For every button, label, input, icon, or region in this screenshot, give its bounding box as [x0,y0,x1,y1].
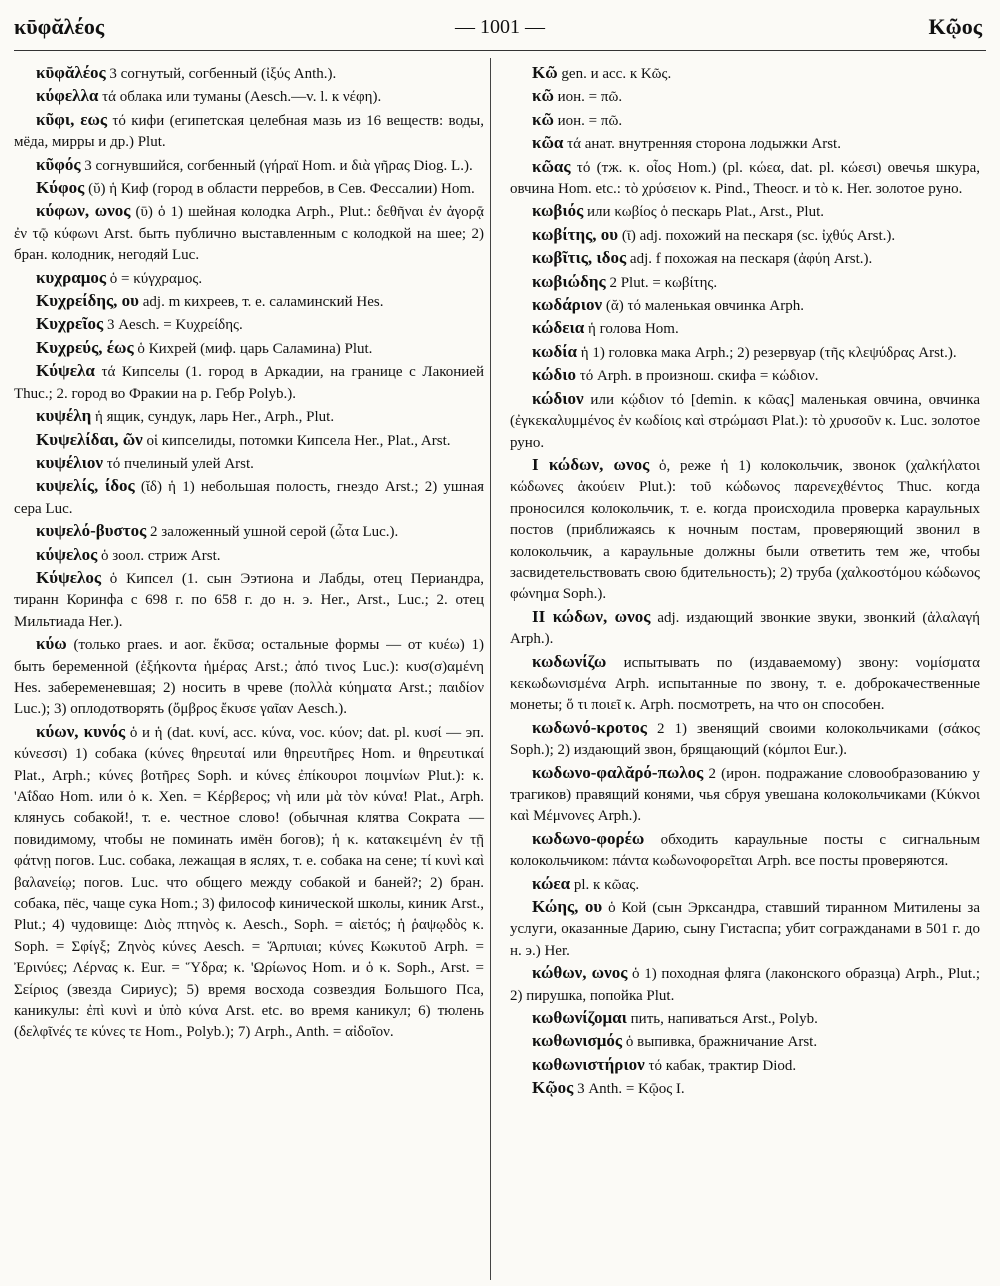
entry-definition: ὁ зоол. стриж Arst. [97,547,221,564]
dictionary-entry [14,62,484,85]
entry-definition: pl. к κῶας. [570,876,640,893]
entry-definition: или κῴδιον τό [demin. к κῶας] маленькая овчина, овчинка (ἐγκεκαλυμμένος ἐν κωδίοις καὶ στρώμασι Plat.): τὸ χρυσοῦν κ. Luc. золотое руно. [510,391,980,451]
dictionary-entry [510,651,980,717]
entry-definition: (ῑ) adj. похожий на пескаря (sc. ἰχθύς Arst.). [618,227,896,244]
entry-headword: κωδωνό-κροτος [532,717,647,737]
dictionary-entry [510,1007,980,1030]
dictionary-entry [510,271,980,294]
dictionary-entry [14,567,484,633]
entry-definition: (ᾰ) τό маленькая овчинка Arph. [602,298,804,315]
entry-headword: Κώης, ου [532,897,603,917]
dictionary-entry [510,132,980,155]
entry-headword: κῦφός [36,154,81,174]
entry-headword: κωθωνισμός [532,1031,623,1051]
entry-headword: κωδωνίζω [532,651,607,671]
dictionary-entry [14,109,484,154]
dictionary-entry [510,62,980,85]
entry-headword: κωθωνίζομαι [532,1008,627,1028]
entry-headword: Κυχρεῖος [36,314,104,334]
dictionary-entry [510,156,980,201]
entry-definition: пить, напиваться Arst., Polyb. [626,1011,818,1028]
entry-definition: или κωβίος ὁ пескарь Plat., Arst., Plut. [583,204,825,221]
header-first-word: κῡφᾰλέος [14,14,105,39]
dictionary-entry [510,109,980,132]
entry-headword: κυψέλιον [36,452,103,472]
dictionary-entry [14,544,484,567]
dictionary-entry [510,962,980,1007]
entry-definition: ὁ Кой (сын Эрксандра, ставший тиранном Митилены за услуги, оказанные Дарию, сыну Гистаспа; убит согражданами в 501 г. до н. э.) Her. [510,900,980,959]
entry-definition: (только praes. и aor. ἔκῡσα; остальные формы — от κυέω) 1) быть беременной (ἑξήκοντα ἡμέρας Arst.; ἀπό τινος Luc.): κυσ(σ)αμένη Hes. забеременевшая; 2) носить в чреве (πολλὰ κύηματα Arst.; παιδίον Luc.); 3) оплодотворять (ὄμβρος ἔκυσε γαῖαν Aesch.). [14,637,484,718]
entry-headword: I κώδων, ωνος [532,454,650,474]
entry-headword: κύψελος [36,544,98,564]
dictionary-entry [510,762,980,828]
entry-headword: κύφων, ωνος [36,201,131,221]
dictionary-entry [14,429,484,452]
entry-headword: II κώδων, ωνος [532,606,651,626]
entry-headword: κῶα [532,133,564,153]
entry-definition: 3 согнутый, согбенный (ἰξύς Anth.). [105,66,337,82]
entry-headword: κυψελίς, ίδος [36,476,135,496]
entry-definition: τό пчелиный улей Arst. [102,455,254,472]
page-number: — 1001 — [455,16,545,38]
dictionary-entry [14,313,484,336]
entry-definition: ион. = πῶ. [553,112,623,129]
entry-definition: τά анат. внутренняя сторона лодыжки Arst. [563,136,841,153]
entry-definition: (ῡ) ὁ 1) шейная колодка Arph., Plut.: δεθῆναι ἐν ἀγορᾷ ἐν τῷ κύφωνι Arst. быть публично выставленным с колодкой на шее; 2) бран. колодник, негодяй Luc. [14,204,484,264]
entry-headword: κυψελό-βυστος [36,521,147,541]
entry-headword: κῡφᾰλέος [36,63,106,82]
dictionary-entry [510,896,980,962]
dictionary-entry [510,606,980,651]
entry-headword: κύω [36,634,67,654]
dictionary-entry [14,200,484,266]
dictionary-entry [14,405,484,428]
dictionary-entry [510,828,980,873]
entry-definition: ὁ выпивка, бражничание Arst. [622,1034,818,1051]
entry-definition: τό Arph. в произнош. скифа = κώδιον. [575,368,819,385]
entry-definition: ὁ Кихрей (миф. царь Саламина) Plut. [133,340,373,357]
entry-definition: 3 Anth. = Κῷος I. [573,1081,685,1098]
dictionary-entry [14,154,484,177]
page-header [0,14,1000,46]
dictionary-entry [510,1054,980,1077]
entry-definition: ἡ ящик, сундук, ларь Her., Arph., Plut. [91,409,335,426]
entry-headword: κώδιο [532,365,576,385]
dictionary-entry [14,177,484,200]
entry-definition: οἱ кипселиды, потомки Кипсела Her., Plat., Arst. [142,432,451,449]
entry-headword: Κύφος [36,178,85,198]
dictionary-entry [510,1030,980,1053]
entry-definition: 2 заложенный ушной серой (ὦτα Luc.). [146,524,399,541]
entry-headword: κωβιός [532,201,584,221]
entry-definition: τά облака или туманы (Aesch.—v. l. к νέφη). [98,89,382,106]
entry-headword: κύφελλα [36,86,99,106]
dictionary-entry [14,721,484,1044]
entry-definition: 3 согнувшийся, согбенный (γήραϊ Hom. и διὰ γῆρας Diog. L.). [80,157,473,174]
dictionary-entry [510,200,980,223]
header-rule [14,50,986,51]
entry-definition: ион. = πῶ. [553,89,623,106]
entry-definition: ὁ, реже ἡ 1) колокольчик, звонок (χαλκήλατοι κώδωνες ἀκούειν Plut.): τοῦ κώδωνος παρενεχθέντος Thuc. когда проносился колокольчик, т. е. когда происходила проверка караульных постов (приближаясь к ночным постам, проверяющий звонил в колокольчик, а караульные должны были ответить тем же, чтобы засвидетельствовать свою бдительность); 2) труба (χαλκοστόμου κώδωνος φώνημα Soph.). [510,457,981,603]
entry-headword: κωθωνιστήριον [532,1054,645,1074]
entry-definition: adj. издающий звонкие звуки, звонкий (ἀλαλαγή Arph.). [510,609,980,648]
entry-definition: (ῐδ) ἡ 1) небольшая полость, гнездо Arst.; 2) ушная сера Luc. [14,479,485,517]
entry-definition: ἡ 1) головка мака Arph.; 2) резервуар (τῆς κλεψύδρας Arst.). [576,344,957,361]
entry-definition: τό (тж. κ. οἶος Hom.) (pl. κώεα, dat. pl. κώεσι) овечья шкура, овчина Hom. etc.: τὸ χρύσειον κ. Pind., Theocr. и τὸ κ. Her. золотое руно. [510,159,980,198]
entry-headword: κώδιον [532,388,584,408]
entry-headword: Κυχρείδης, ου [36,291,140,311]
dictionary-entry [510,85,980,108]
entry-headword: κωδωνο-φορέω [532,828,645,848]
column-divider [490,58,491,1280]
entry-headword: κωβιώδης [532,271,606,291]
entry-definition: ὁ 1) походная фляга (лаконского образца) Arph., Plut.; 2) пирушка, попойка Plut. [510,966,980,1004]
entry-definition: ἡ голова Hom. [584,321,679,338]
entry-definition: ὁ = κύγχραμος. [106,270,203,287]
dictionary-entry [510,317,980,340]
entry-headword: κωβίτης, ου [532,224,619,244]
header-last-word: Κῷος [928,14,982,39]
dictionary-entry [14,267,484,290]
entry-headword: κώδεια [532,318,585,338]
entry-definition: adj. m кихреев, т. е. саламинский Hes. [139,294,384,311]
entry-definition: τό кифи (египетская целебная мазь из 16 веществ: воды, мёда, мирры и др.) Plut. [14,112,484,151]
dictionary-entry [510,454,980,606]
dictionary-entry [14,520,484,543]
dictionary-entry [510,294,980,317]
entry-headword: κώεα [532,873,571,893]
entry-headword: κυψέλη [36,406,92,426]
dictionary-entry [510,717,980,762]
entry-headword: κωβῖτις, ιδος [532,248,627,268]
dictionary-entry [510,247,980,270]
entry-headword: Κῷος [532,1078,574,1098]
entry-headword: Κυχρεύς, έως [36,337,134,357]
entry-headword: κῶ [532,109,554,129]
dictionary-entry [14,452,484,475]
entry-headword: Κύψελα [36,361,95,381]
entry-definition: adj. f похожая на пескаря (ἀφύη Arst.). [626,251,873,268]
dictionary-entry [510,388,980,454]
entry-headword: κῶας [532,156,571,176]
right-column [510,62,980,1101]
entry-headword: κύων, κυνός [36,721,126,741]
dictionary-entry [14,633,484,721]
entry-definition: 2 (ирон. подражание словообразованию у трагиков) правящий конями, чья сбруя увешана колокольчиками (Κύκνοι καὶ Μέμνονες Arph.). [510,765,980,825]
entry-definition: 2 Plut. = κωβίτης. [605,274,718,291]
dictionary-entry [14,475,484,520]
dictionary-entry [14,337,484,360]
entry-definition: τό кабак, трактир Diod. [644,1057,797,1074]
dictionary-entry [510,873,980,896]
entry-definition: обходить караульные посты с сигнальным колокольчиком: πάντα κωδωνοφορεῖται Arph. все посты проверяются. [510,831,980,870]
dictionary-entry [510,1077,980,1100]
entry-headword: κῶ [532,86,554,106]
dictionary-entry [510,364,980,387]
entry-definition: (ῠ) ἡ Киф (город в области перребов, в Сев. Фессалии) Hom. [84,181,475,198]
entry-headword: κωδωνο-φαλᾰρό-πωλος [532,762,704,782]
entry-headword: κώθων, ωνος [532,963,628,983]
entry-headword: Κύψελος [36,567,102,587]
dictionary-entry [14,85,484,108]
entry-headword: Κυψελίδαι, ῶν [36,429,143,449]
entry-definition: τά Кипселы (1. город в Аркадии, на границе с Лаконией Thuc.; 2. город во Фракии на р. Гебр Polyb.). [14,364,484,402]
entry-headword: κῦφι, εως [36,109,108,129]
entry-definition: ὁ Кипсел (1. сын Ээтиона и Лабды, отец Периандра, тиранн Коринфа с 698 г. по 658 г. до н. э. Her., Arst., Luc.; 2. отец Мильтиада Her.). [14,570,484,630]
entry-definition: 3 Aesch. = Κυχρείδης. [103,317,243,334]
dictionary-entry [510,341,980,364]
dictionary-entry [14,360,484,405]
entry-headword: κυχραμος [36,267,107,287]
left-column [14,62,484,1044]
entry-headword: Κῶ [532,63,558,82]
entry-definition: испытывать по (издаваемому) звону: νομίσματα κεκωδωνισμένα Arph. испытанные по звону, т. е. доброкачественные монеты; ὅ τι ποιεῖ κ. Arph. посмотреть, на что он способен. [510,654,980,714]
entry-headword: κωδάριον [532,295,603,315]
entry-definition: gen. и acc. к Κῶς. [557,66,672,82]
entry-definition: ὁ и ἡ (dat. κυνί, acc. κύνα, voc. κύον; dat. pl. κυσί — эп. κύνεσσι) 1) собака (κύνες θηρευταί или θηρευτῆρες Hom. и θηρευτικαί Plat., Arph.; κύνες βοτῆρες Soph. и κύνες ἐπίκουροι ποιμνίων Plut.): κ. 'Αΐδαο Hom. или ὁ κ. Xen. = Κέρβερος; νὴ или μὰ τὸν κύνα! Plat., Arph. клянусь собакой!, т. е. честное слово! (обычная клятва Сократа — повидимому, чтобы не поминать имён богов); ἡ κ. κατακειμένη ἐν τῇ φάτνῃ погов. Luc. собака, лежащая в яслях, т. е. собака на сене; τί κυνὶ καὶ βαλανείῳ; погов. Luc. что общего между собакой и баней?; 2) бран. собака, пёс, чаще сука Hom.; 3) философ кинической школы, киник Arst., Plut.; 4) чудовище: Διὸς πτηνὸς κ. Aesch., Soph. = αἰετός; ἡ ῥαψῳδὸς κ. Soph. = Σφίγξ; Ζηνὸς κύνες Aesch. = Ἅρπυιαι; κύνες Κωκυτοῦ Arph. = Ἐρινύες; Λέρνας κ. Eur. = Ὕδρα; κ. 'Ωρίωνος Hom. и ὁ κ. Soph., Arst. = Σείριος (звезда Сириус); 5) время восхода созвездия Большого Пса, каникулы: ἐπὶ κυνὶ и ὑπὸ κύνα Arst. etc. во время каникул; 6) тюлень (δελφῖνές τε κύνες τε Hom., Polyb.); 7) Arph., Anth. = αἰδοῖον. [14,724,484,1041]
dictionary-entry [510,224,980,247]
dictionary-entry [14,290,484,313]
entry-definition: 2 1) звенящий своими колокольчиками (σάκος Soph.); 2) издающий звон, брящающий (κόμποι Eur.). [510,720,980,759]
entry-headword: κωδία [532,341,577,361]
